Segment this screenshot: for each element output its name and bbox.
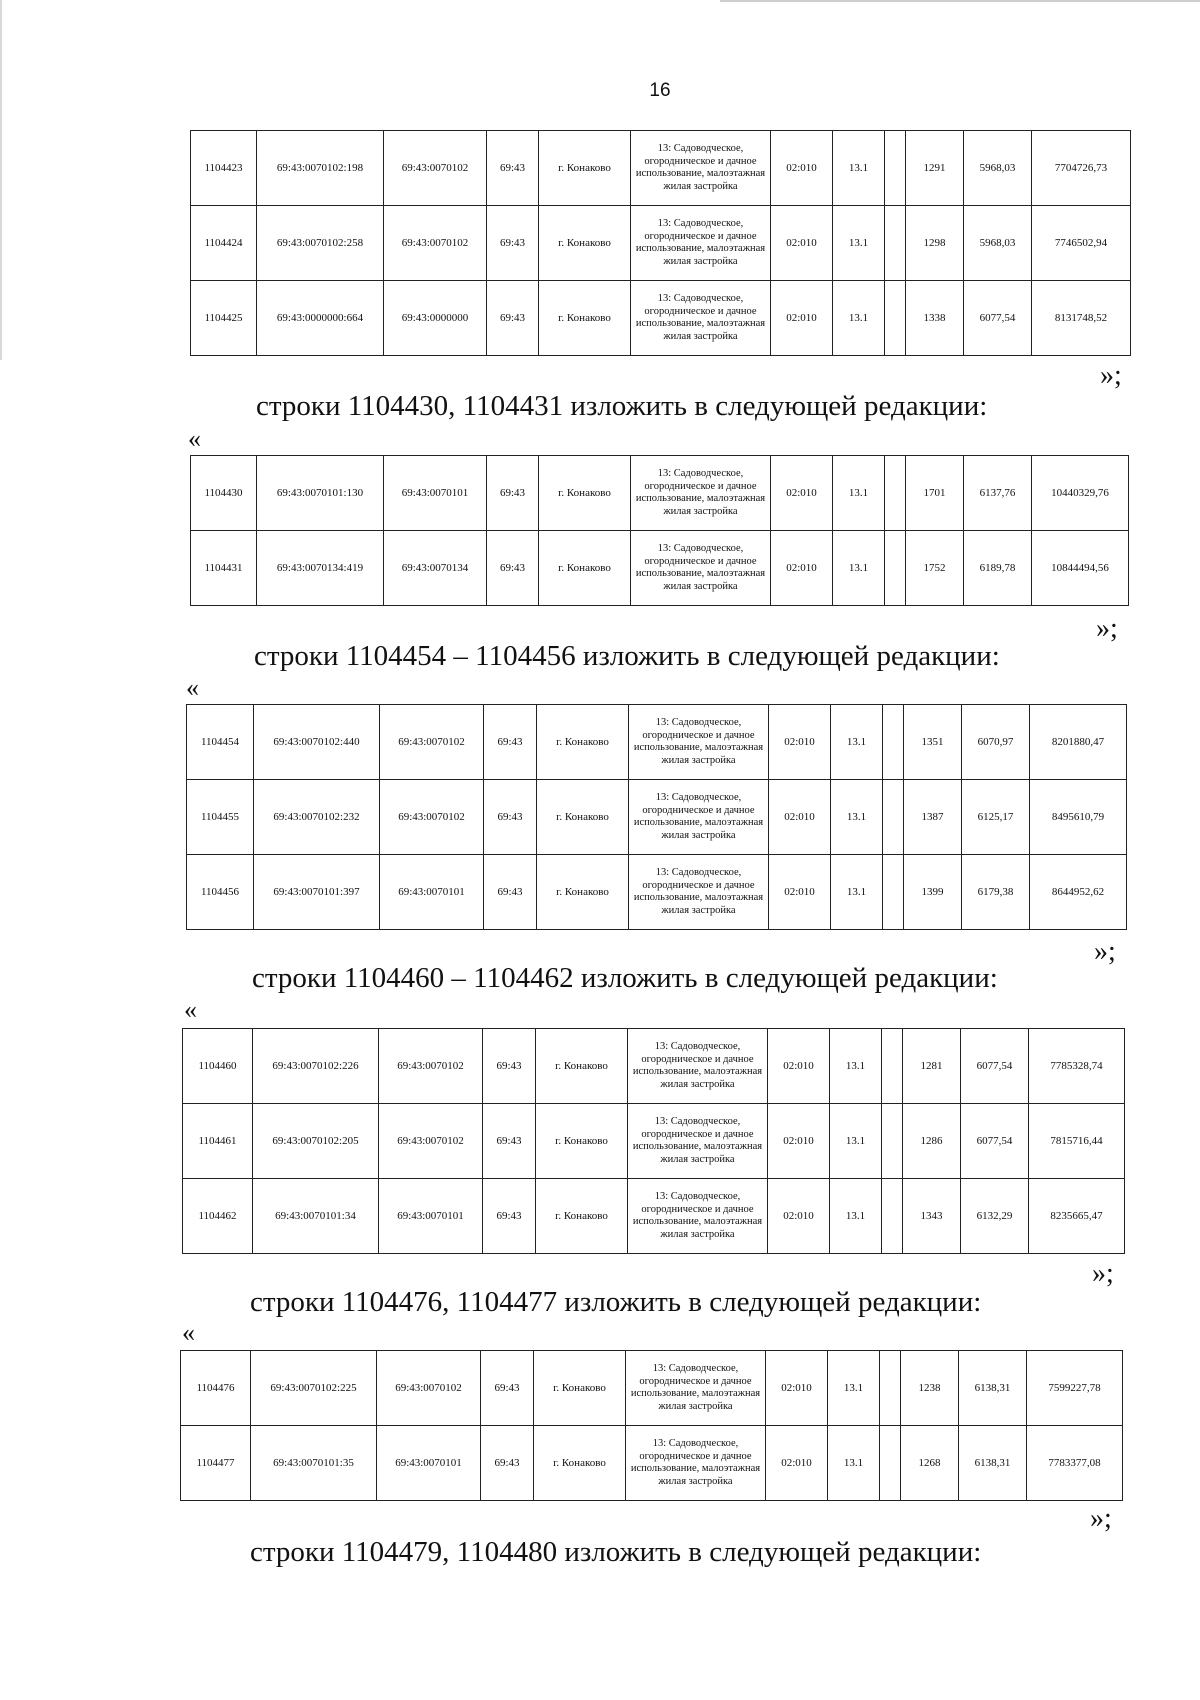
cadastral-value-cell: 8495610,79 (1030, 780, 1127, 855)
cadastral-number-cell: 69:43:0000000:664 (257, 281, 384, 356)
cadastral-value-cell: 8644952,62 (1030, 855, 1127, 930)
group-cell: 13.1 (828, 1426, 880, 1501)
locality-cell: г. Конаково (539, 206, 631, 281)
cadastral-district-cell: 69:43 (481, 1426, 534, 1501)
specific-value-cell: 5968,03 (964, 131, 1032, 206)
close-quote: »; (1096, 613, 1118, 644)
empty-cell (882, 1104, 903, 1179)
group-cell: 13.1 (828, 1351, 880, 1426)
empty-cell (885, 531, 906, 606)
cadastral-number-cell: 69:43:0070101:130 (257, 456, 384, 531)
row-number-cell: 1104462 (183, 1179, 253, 1254)
table-body (191, 456, 1129, 606)
cadastral-quarter-cell: 69:43:0070101 (377, 1426, 481, 1501)
table-block-0 (190, 130, 1131, 356)
locality-cell: г. Конаково (539, 531, 631, 606)
row-number-cell: 1104460 (183, 1029, 253, 1104)
cadastral-district-cell: 69:43 (487, 456, 539, 531)
code-cell: 02:010 (769, 855, 831, 930)
close-quote: »; (1100, 360, 1122, 391)
area-cell: 1268 (901, 1426, 959, 1501)
cadastral-district-cell: 69:43 (484, 705, 537, 780)
row-number-cell: 1104477 (181, 1426, 251, 1501)
cadastral-value-cell: 7704726,73 (1032, 131, 1131, 206)
cadastral-value-cell: 7746502,94 (1032, 206, 1131, 281)
cadastral-number-cell: 69:43:0070102:226 (253, 1029, 379, 1104)
cadastral-number-cell: 69:43:0070102:258 (257, 206, 384, 281)
group-cell: 13.1 (833, 456, 885, 531)
group-cell: 13.1 (833, 281, 885, 356)
area-cell: 1291 (906, 131, 964, 206)
section-heading: строки 1104430, 1104431 изложить в следующей редакции: (256, 390, 988, 422)
cadastral-value-cell: 7815716,44 (1029, 1104, 1125, 1179)
cadastral-quarter-cell: 69:43:0000000 (384, 281, 487, 356)
land-use-cell: 13: Садоводческое, огородническое и дачное использование, малоэтажная жилая застройка (628, 1179, 768, 1254)
group-cell: 13.1 (831, 855, 883, 930)
cadastral-quarter-cell: 69:43:0070101 (380, 855, 484, 930)
table-row (183, 1179, 1125, 1254)
close-quote: »; (1090, 1503, 1112, 1534)
empty-cell (880, 1426, 901, 1501)
cadastral-district-cell: 69:43 (487, 281, 539, 356)
cadastral-number-cell: 69:43:0070102:205 (253, 1104, 379, 1179)
cadastral-value-cell: 7599227,78 (1027, 1351, 1123, 1426)
locality-cell: г. Конаково (534, 1426, 626, 1501)
empty-cell (885, 281, 906, 356)
open-quote: « (184, 995, 197, 1024)
area-cell: 1399 (904, 855, 962, 930)
group-cell: 13.1 (833, 206, 885, 281)
cadastral-value-cell: 7785328,74 (1029, 1029, 1125, 1104)
specific-value-cell: 6077,54 (961, 1029, 1029, 1104)
open-quote: « (186, 673, 199, 702)
area-cell: 1238 (901, 1351, 959, 1426)
empty-cell (883, 780, 904, 855)
table-row (191, 281, 1131, 356)
section-heading: строки 1104476, 1104477 изложить в следующей редакции: (250, 1286, 982, 1318)
cadastral-number-cell: 69:43:0070101:34 (253, 1179, 379, 1254)
row-number-cell: 1104476 (181, 1351, 251, 1426)
specific-value-cell: 6189,78 (964, 531, 1032, 606)
area-cell: 1701 (906, 456, 964, 531)
table-body (191, 131, 1131, 356)
table-block-1 (190, 455, 1129, 606)
land-use-cell: 13: Садоводческое, огородническое и дачное использование, малоэтажная жилая застройка (628, 1029, 768, 1104)
specific-value-cell: 5968,03 (964, 206, 1032, 281)
locality-cell: г. Конаково (536, 1104, 628, 1179)
table-row (191, 531, 1129, 606)
locality-cell: г. Конаково (537, 780, 629, 855)
cadastral-quarter-cell: 69:43:0070102 (377, 1351, 481, 1426)
code-cell: 02:010 (766, 1351, 828, 1426)
row-number-cell: 1104456 (187, 855, 254, 930)
row-number-cell: 1104424 (191, 206, 257, 281)
table-block-4 (180, 1350, 1123, 1501)
table-row (187, 780, 1127, 855)
table-row (183, 1029, 1125, 1104)
cadastral-quarter-cell: 69:43:0070101 (379, 1179, 483, 1254)
row-number-cell: 1104425 (191, 281, 257, 356)
scan-margin-line (0, 0, 2, 360)
section-heading: строки 1104454 – 1104456 изложить в следующей редакции: (254, 640, 1000, 672)
area-cell: 1752 (906, 531, 964, 606)
cadastral-quarter-cell: 69:43:0070102 (384, 131, 487, 206)
locality-cell: г. Конаково (534, 1351, 626, 1426)
specific-value-cell: 6138,31 (959, 1351, 1027, 1426)
cadastral-quarter-cell: 69:43:0070134 (384, 531, 487, 606)
table-row (183, 1104, 1125, 1179)
cadastral-value-cell: 8201880,47 (1030, 705, 1127, 780)
group-cell: 13.1 (830, 1029, 882, 1104)
code-cell: 02:010 (769, 705, 831, 780)
locality-cell: г. Конаково (539, 456, 631, 531)
cadastral-number-cell: 69:43:0070102:440 (254, 705, 380, 780)
land-use-cell: 13: Садоводческое, огородническое и дачное использование, малоэтажная жилая застройка (631, 531, 771, 606)
specific-value-cell: 6125,17 (962, 780, 1030, 855)
cadastral-district-cell: 69:43 (483, 1104, 536, 1179)
group-cell: 13.1 (831, 705, 883, 780)
section-heading: строки 1104479, 1104480 изложить в следующей редакции: (250, 1536, 982, 1568)
table-row (191, 131, 1131, 206)
section-heading: строки 1104460 – 1104462 изложить в следующей редакции: (252, 962, 998, 994)
locality-cell: г. Конаково (539, 281, 631, 356)
specific-value-cell: 6077,54 (964, 281, 1032, 356)
row-number-cell: 1104455 (187, 780, 254, 855)
group-cell: 13.1 (830, 1104, 882, 1179)
area-cell: 1387 (904, 780, 962, 855)
cadastral-district-cell: 69:43 (487, 206, 539, 281)
open-quote: « (182, 1318, 195, 1347)
specific-value-cell: 6132,29 (961, 1179, 1029, 1254)
land-use-cell: 13: Садоводческое, огородническое и дачное использование, малоэтажная жилая застройка (631, 281, 771, 356)
group-cell: 13.1 (831, 780, 883, 855)
table-row (191, 206, 1131, 281)
empty-cell (882, 1029, 903, 1104)
cadastral-quarter-cell: 69:43:0070102 (379, 1029, 483, 1104)
area-cell: 1351 (904, 705, 962, 780)
cadastral-value-cell: 8235665,47 (1029, 1179, 1125, 1254)
cadastral-district-cell: 69:43 (487, 131, 539, 206)
cadastral-district-cell: 69:43 (484, 780, 537, 855)
land-use-cell: 13: Садоводческое, огородническое и дачное использование, малоэтажная жилая застройка (631, 206, 771, 281)
empty-cell (880, 1351, 901, 1426)
cadastral-district-cell: 69:43 (487, 531, 539, 606)
cadastral-quarter-cell: 69:43:0070102 (380, 780, 484, 855)
cadastral-district-cell: 69:43 (483, 1029, 536, 1104)
cadastral-quarter-cell: 69:43:0070102 (384, 206, 487, 281)
page-number: 16 (649, 80, 671, 101)
cadastral-value-cell: 8131748,52 (1032, 281, 1131, 356)
specific-value-cell: 6137,76 (964, 456, 1032, 531)
table-body (183, 1029, 1125, 1254)
cadastral-number-cell: 69:43:0070101:397 (254, 855, 380, 930)
code-cell: 02:010 (768, 1029, 830, 1104)
group-cell: 13.1 (833, 531, 885, 606)
row-number-cell: 1104430 (191, 456, 257, 531)
empty-cell (883, 855, 904, 930)
specific-value-cell: 6138,31 (959, 1426, 1027, 1501)
cadastral-quarter-cell: 69:43:0070102 (379, 1104, 483, 1179)
cadastral-number-cell: 69:43:0070102:225 (251, 1351, 377, 1426)
table-block-3 (182, 1028, 1125, 1254)
cadastral-number-cell: 69:43:0070101:35 (251, 1426, 377, 1501)
code-cell: 02:010 (768, 1179, 830, 1254)
land-use-cell: 13: Садоводческое, огородническое и дачное использование, малоэтажная жилая застройка (629, 855, 769, 930)
code-cell: 02:010 (766, 1426, 828, 1501)
locality-cell: г. Конаково (536, 1179, 628, 1254)
empty-cell (883, 705, 904, 780)
locality-cell: г. Конаково (539, 131, 631, 206)
row-number-cell: 1104431 (191, 531, 257, 606)
land-use-cell: 13: Садоводческое, огородническое и дачное использование, малоэтажная жилая застройка (626, 1426, 766, 1501)
cadastral-number-cell: 69:43:0070102:232 (254, 780, 380, 855)
locality-cell: г. Конаково (537, 705, 629, 780)
land-use-cell: 13: Садоводческое, огородническое и дачное использование, малоэтажная жилая застройка (631, 456, 771, 531)
row-number-cell: 1104461 (183, 1104, 253, 1179)
empty-cell (885, 456, 906, 531)
land-use-cell: 13: Садоводческое, огородническое и дачное использование, малоэтажная жилая застройка (629, 705, 769, 780)
cadastral-quarter-cell: 69:43:0070101 (384, 456, 487, 531)
empty-cell (885, 131, 906, 206)
area-cell: 1286 (903, 1104, 961, 1179)
cadastral-value-cell: 10844494,56 (1032, 531, 1129, 606)
locality-cell: г. Конаково (536, 1029, 628, 1104)
cadastral-district-cell: 69:43 (484, 855, 537, 930)
code-cell: 02:010 (771, 206, 833, 281)
specific-value-cell: 6077,54 (961, 1104, 1029, 1179)
area-cell: 1298 (906, 206, 964, 281)
land-use-cell: 13: Садоводческое, огородническое и дачное использование, малоэтажная жилая застройка (629, 780, 769, 855)
code-cell: 02:010 (768, 1104, 830, 1179)
locality-cell: г. Конаково (537, 855, 629, 930)
table-row (181, 1351, 1123, 1426)
land-use-cell: 13: Садоводческое, огородническое и дачное использование, малоэтажная жилая застройка (631, 131, 771, 206)
cadastral-district-cell: 69:43 (481, 1351, 534, 1426)
table-row (191, 456, 1129, 531)
close-quote: »; (1092, 1258, 1114, 1289)
code-cell: 02:010 (769, 780, 831, 855)
group-cell: 13.1 (833, 131, 885, 206)
row-number-cell: 1104423 (191, 131, 257, 206)
cadastral-number-cell: 69:43:0070134:419 (257, 531, 384, 606)
land-use-cell: 13: Садоводческое, огородническое и дачное использование, малоэтажная жилая застройка (626, 1351, 766, 1426)
close-quote: »; (1094, 936, 1116, 967)
specific-value-cell: 6179,38 (962, 855, 1030, 930)
table-row (187, 705, 1127, 780)
area-cell: 1281 (903, 1029, 961, 1104)
scan-top-edge (720, 0, 1200, 2)
table-row (187, 855, 1127, 930)
code-cell: 02:010 (771, 131, 833, 206)
code-cell: 02:010 (771, 281, 833, 356)
group-cell: 13.1 (830, 1179, 882, 1254)
table-row (181, 1426, 1123, 1501)
row-number-cell: 1104454 (187, 705, 254, 780)
empty-cell (882, 1179, 903, 1254)
cadastral-district-cell: 69:43 (483, 1179, 536, 1254)
code-cell: 02:010 (771, 531, 833, 606)
cadastral-quarter-cell: 69:43:0070102 (380, 705, 484, 780)
cadastral-value-cell: 7783377,08 (1027, 1426, 1123, 1501)
open-quote: « (188, 424, 201, 453)
table-block-2 (186, 704, 1127, 930)
cadastral-value-cell: 10440329,76 (1032, 456, 1129, 531)
area-cell: 1338 (906, 281, 964, 356)
cadastral-number-cell: 69:43:0070102:198 (257, 131, 384, 206)
land-use-cell: 13: Садоводческое, огородническое и дачное использование, малоэтажная жилая застройка (628, 1104, 768, 1179)
table-body (181, 1351, 1123, 1501)
specific-value-cell: 6070,97 (962, 705, 1030, 780)
code-cell: 02:010 (771, 456, 833, 531)
table-body (187, 705, 1127, 930)
empty-cell (885, 206, 906, 281)
area-cell: 1343 (903, 1179, 961, 1254)
